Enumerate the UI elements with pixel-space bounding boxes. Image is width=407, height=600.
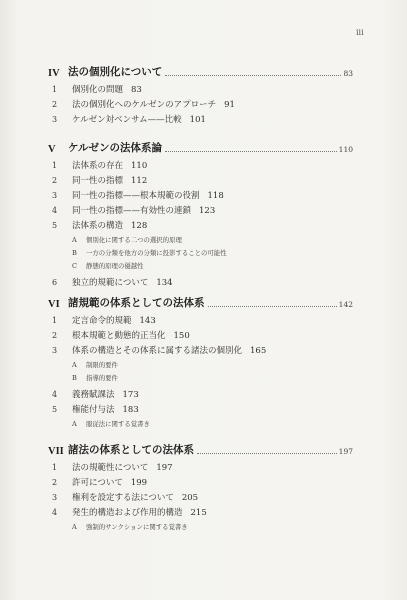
subentry-title: 強制的サンクションに関する覚書き: [86, 523, 188, 531]
entry-page: 215: [190, 508, 207, 518]
toc-subentry: [72, 235, 182, 244]
subentry-letter: A: [72, 361, 77, 369]
entry-page: 118: [207, 191, 224, 201]
subentry-letter: B: [72, 249, 77, 257]
entry-page: 123: [199, 206, 216, 216]
entry-number: 4: [52, 206, 58, 215]
entry-number: 3: [52, 191, 58, 200]
entry-title: 法体系の構造: [72, 221, 124, 231]
entry-title: 同一性の指標: [72, 176, 124, 186]
dot-leader: [197, 453, 337, 454]
entry-page: 165: [250, 346, 267, 356]
entry-page: 197: [156, 463, 173, 473]
entry-number: 1: [52, 161, 58, 170]
entry-number: 5: [52, 405, 58, 414]
subentry-title: 個別化に関する二つの選択的原理: [86, 236, 182, 244]
toc-section-heading: [48, 141, 353, 155]
section-page: 110: [338, 145, 353, 154]
section-title: 諸規範の体系としての法体系: [68, 297, 205, 309]
entry-number: 4: [52, 508, 58, 517]
toc-entry: [52, 113, 206, 125]
toc-entry: [52, 98, 235, 110]
entry-page: 199: [130, 478, 148, 488]
entry-title: 法の個別化へのケルゼンのアプローチ: [72, 100, 217, 110]
entry-number: 3: [52, 493, 58, 502]
section-title: 諸法の体系としての法体系: [68, 444, 194, 456]
entry-title: 発生的構造および作用的構造: [72, 508, 183, 518]
section-number: V: [48, 144, 56, 155]
subentry-letter: A: [72, 420, 77, 428]
entry-page: 101: [189, 115, 206, 125]
toc-entry: [52, 314, 156, 326]
entry-page: 143: [139, 316, 156, 326]
dot-leader: [165, 151, 337, 152]
toc-entry: [52, 189, 224, 201]
section-number: VII: [48, 446, 64, 457]
toc-entry: [52, 403, 139, 415]
entry-page: 134: [156, 278, 173, 288]
toc-subentry: [72, 373, 118, 382]
entry-page: 173: [122, 390, 139, 400]
toc-subentry: [72, 261, 144, 270]
toc-entry: [52, 461, 173, 473]
entry-page: 205: [181, 493, 199, 503]
entry-page: 91: [224, 100, 235, 110]
entry-title: 法の規範性について: [72, 463, 149, 473]
entry-page: 128: [131, 221, 148, 231]
entry-title: 根本規範と動態的正当化: [72, 331, 166, 341]
entry-title: 同一性の指標——根本規範の役割: [72, 191, 200, 201]
subentry-letter: B: [72, 374, 77, 382]
toc-subentry: [72, 419, 150, 428]
toc-section-heading: [48, 65, 353, 79]
toc-entry: [52, 476, 147, 488]
toc-entry: [52, 83, 142, 95]
toc-entry: [52, 506, 207, 518]
subentry-title: 一方の分類を他方の分類に投影することの可能性: [86, 249, 227, 257]
entry-number: 2: [52, 478, 58, 487]
dot-leader: [165, 75, 341, 76]
entry-number: 3: [52, 115, 58, 124]
dot-leader: [208, 306, 337, 307]
toc-subentry: [72, 248, 227, 257]
toc-entry: [52, 329, 190, 341]
entry-title: 同一性の指標——有効性の連鎖: [72, 206, 192, 216]
toc-entry: [52, 491, 198, 503]
entry-title: 権能付与法: [72, 405, 115, 415]
entry-number: 4: [52, 390, 58, 399]
toc-subentry: [72, 522, 188, 531]
section-number: VI: [48, 299, 60, 310]
subentry-letter: C: [72, 262, 78, 270]
toc-entry: [52, 276, 173, 288]
subentry-title: 指導的要件: [86, 374, 118, 382]
section-title: ケルゼンの法体系論: [68, 142, 162, 154]
section-title: 法の個別化について: [68, 66, 163, 78]
entry-title: 個別化の問題: [72, 85, 124, 95]
entry-page: 83: [131, 85, 142, 95]
entry-page: 110: [131, 161, 148, 171]
entry-title: 義務賦課法: [72, 390, 115, 400]
entry-number: 5: [52, 221, 58, 230]
entry-title: 許可について: [72, 478, 123, 488]
toc-entry: [52, 344, 266, 356]
entry-number: 1: [52, 85, 58, 94]
page-number: iii: [356, 28, 364, 37]
entry-page: 150: [173, 331, 190, 341]
entry-number: 2: [52, 176, 58, 185]
subentry-letter: A: [72, 236, 77, 244]
toc-section-heading: [48, 443, 353, 457]
entry-title: 定言命令的規範: [72, 316, 132, 326]
section-page: 83: [343, 69, 353, 78]
entry-number: 3: [52, 346, 58, 355]
toc-entry: [52, 174, 147, 186]
toc-section-heading: [48, 296, 353, 310]
entry-title: ケルゼン対ベンサム——比較: [72, 115, 182, 125]
entry-title: 法体系の存在: [72, 161, 124, 171]
subentry-title: 静態的原理の優越性: [86, 262, 144, 270]
section-number: IV: [48, 68, 60, 79]
subentry-title: 服従法に関する覚書き: [86, 420, 150, 428]
section-page: 197: [338, 447, 353, 456]
entry-number: 2: [52, 100, 58, 109]
subentry-letter: A: [72, 523, 77, 531]
toc-subentry: [72, 360, 118, 369]
toc-entry: [52, 159, 147, 171]
entry-title: 独立的規範について: [72, 278, 149, 288]
entry-title: 体系の構造とその体系に属する諸法の個別化: [72, 346, 243, 356]
entry-number: 2: [52, 331, 58, 340]
entry-page: 183: [122, 405, 139, 415]
subentry-title: 制限的要件: [86, 361, 118, 369]
entry-number: 6: [52, 278, 58, 287]
entry-number: 1: [52, 463, 58, 472]
section-page: 142: [338, 300, 353, 309]
toc-entry: [52, 219, 147, 231]
toc-entry: [52, 204, 215, 216]
entry-number: 1: [52, 316, 58, 325]
entry-title: 権利を設定する法について: [72, 493, 174, 503]
toc-entry: [52, 388, 139, 400]
entry-page: 112: [131, 176, 148, 186]
